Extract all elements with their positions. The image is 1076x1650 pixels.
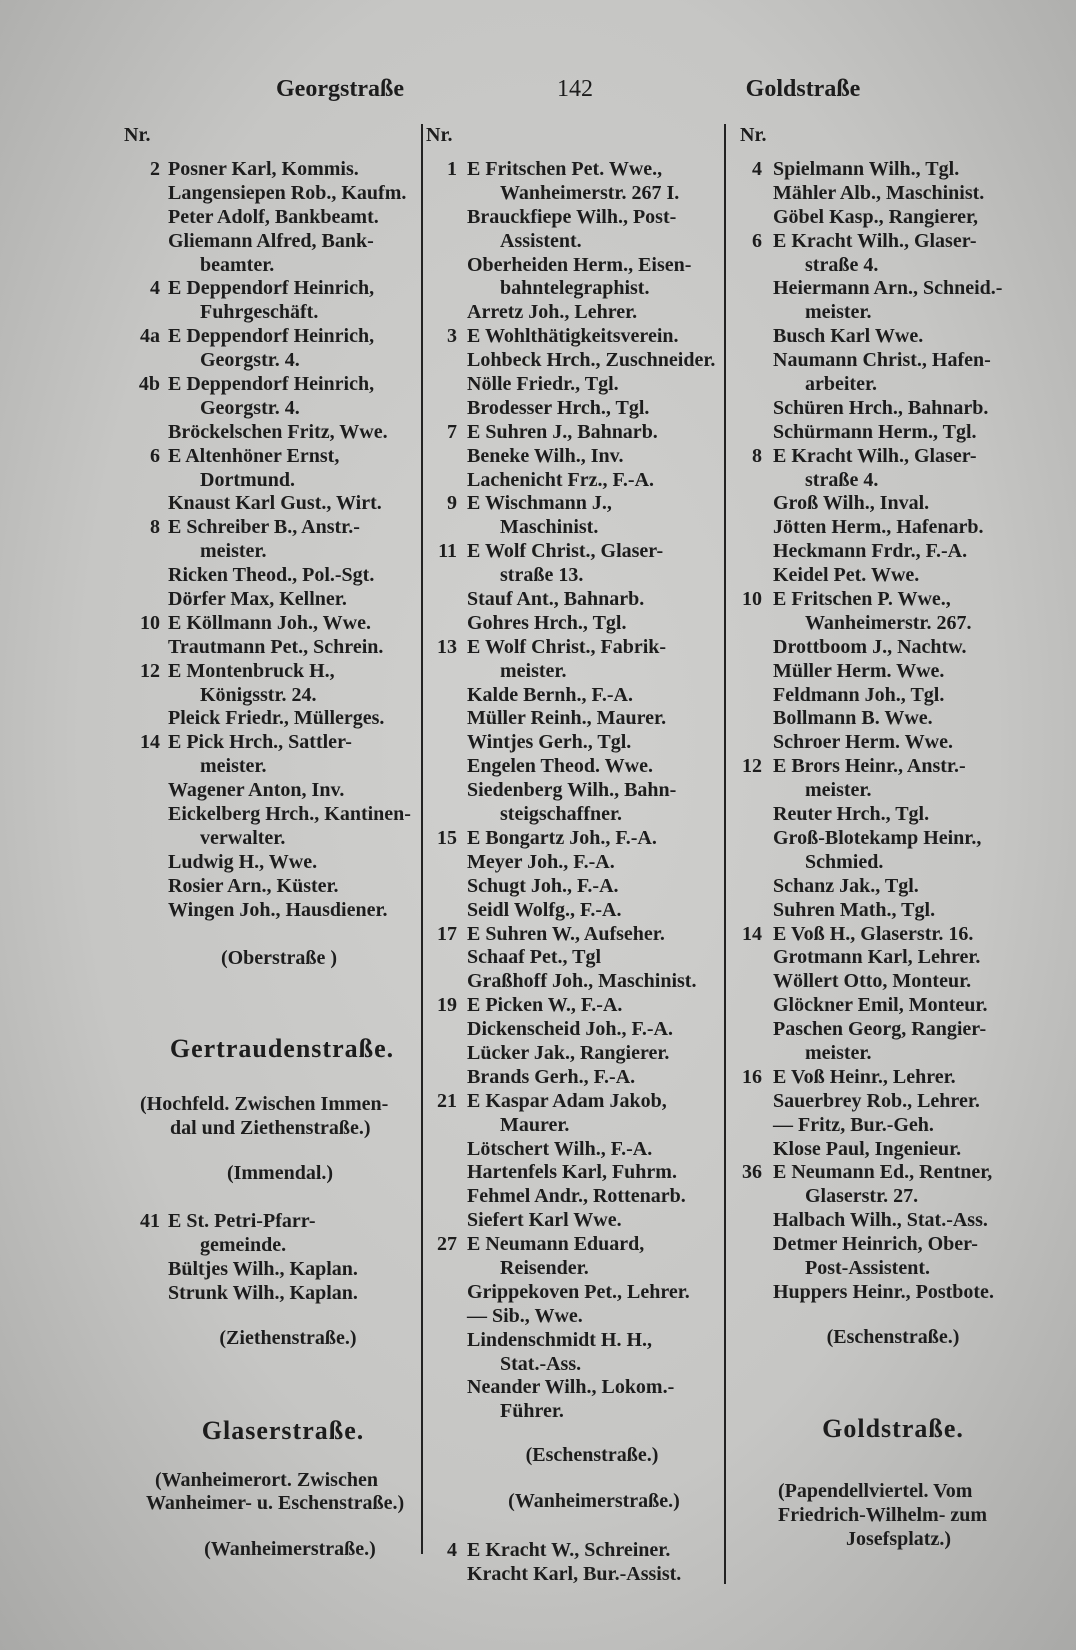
resident-text: Halbach Wilh., Stat.-Ass.	[773, 1209, 988, 1232]
resident-text: Wingen Joh., Hausdiener.	[168, 898, 388, 921]
continuation-text: gemeinde.	[200, 1233, 287, 1256]
house-number: 6	[752, 229, 762, 252]
house-number: 14	[742, 922, 762, 945]
cross-street-note: (Eschenstraße.)	[826, 1326, 960, 1348]
house-number: 36	[742, 1161, 762, 1184]
resident-text: Hartenfels Karl, Fuhrm.	[467, 1161, 677, 1184]
resident-text: Grotmann Karl, Lehrer.	[773, 946, 981, 969]
resident-text: Gliemann Alfred, Bank-	[168, 229, 374, 252]
resident-text: E St. Petri-Pfarr-	[168, 1210, 316, 1232]
continuation-text: beamter.	[200, 253, 275, 276]
resident-text: Meyer Joh., F.-A.	[467, 850, 615, 873]
resident-text: Dörfer Max, Kellner.	[168, 588, 347, 611]
continuation-text: meister.	[200, 755, 267, 778]
continuation-text: Stat.-Ass.	[500, 1352, 582, 1375]
resident-text: Reuter Hrch., Tgl.	[773, 803, 930, 826]
cross-street-note: (Wanheimerstraße.)	[204, 1538, 376, 1560]
continuation-text: Dortmund.	[200, 468, 296, 491]
resident-text: E Neumann Eduard,	[467, 1233, 645, 1256]
house-number: 13	[437, 635, 457, 658]
continuation-text: Wanheimerstr. 267.	[805, 611, 972, 634]
resident-text: Schürmann Herm., Tgl.	[773, 420, 977, 443]
resident-text: Schugt Joh., F.-A.	[467, 874, 619, 897]
house-number: 14	[140, 731, 160, 754]
resident-text: Nölle Friedr., Tgl.	[467, 373, 619, 396]
resident-text: Huppers Heinr., Postbote.	[773, 1280, 994, 1303]
resident-text: Naumann Christ., Hafen-	[773, 349, 991, 372]
resident-text: Groß-Blotekamp Heinr.,	[773, 826, 982, 849]
resident-text: Bollmann B. Wwe.	[773, 707, 933, 730]
resident-text: Oberheiden Herm., Eisen-	[467, 253, 692, 276]
house-number: 41	[140, 1210, 160, 1232]
resident-text: Rosier Arn., Küster.	[168, 874, 339, 897]
resident-text: Detmer Heinrich, Ober-	[773, 1233, 978, 1256]
resident-text: Gohres Hrch., Tgl.	[467, 611, 627, 634]
resident-text: Feldmann Joh., Tgl.	[773, 683, 945, 706]
resident-text: Stauf Ant., Bahnarb.	[467, 588, 645, 611]
resident-text: Fehmel Andr., Rottenarb.	[467, 1185, 686, 1208]
resident-text: Lindenschmidt H. H.,	[467, 1328, 653, 1351]
house-number: 8	[150, 516, 160, 539]
resident-text: E Voß H., Glaserstr. 16.	[773, 922, 974, 945]
resident-text: Glöckner Emil, Monteur.	[773, 994, 988, 1017]
resident-text: — Fritz, Bur.-Geh.	[773, 1113, 934, 1136]
resident-text: E Wolf Christ., Glaser-	[467, 540, 664, 563]
continuation-text: Maurer.	[500, 1113, 570, 1136]
house-number: 11	[438, 540, 457, 563]
continuation-text: straße 4.	[805, 253, 879, 276]
resident-text: Wagener Anton, Inv.	[168, 779, 345, 802]
resident-text: E Pick Hrch., Sattler-	[168, 731, 352, 754]
cross-street-note: (Immendal.)	[226, 1162, 334, 1184]
continuation-text: meister.	[200, 540, 267, 563]
resident-text: E Voß Heinr., Lehrer.	[773, 1065, 956, 1088]
resident-text: Eickelberg Hrch., Kantinen-	[168, 803, 411, 826]
continuation-text: Maschinist.	[500, 516, 599, 539]
resident-text: Brands Gerh., F.-A.	[467, 1065, 636, 1088]
street-description: (Wanheimerort. Zwischen	[155, 1469, 378, 1491]
resident-text: Keidel Pet. Wwe.	[773, 564, 920, 587]
continuation-text: bahntelegraphist.	[500, 277, 650, 300]
resident-text: E Brors Heinr., Anstr.-	[773, 755, 966, 778]
house-number: 16	[742, 1065, 762, 1088]
house-number: 3	[447, 325, 457, 348]
resident-text: Göbel Kasp., Rangierer,	[773, 205, 979, 228]
street-description: Josefsplatz.)	[846, 1528, 951, 1550]
page-number: 142	[557, 76, 593, 102]
resident-text: Strunk Wilh., Kaplan.	[168, 1281, 358, 1304]
resident-text: Brauckfiepe Wilh., Post-	[467, 205, 677, 228]
resident-text: Pleick Friedr., Müllerges.	[168, 707, 385, 730]
resident-text: Wintjes Gerh., Tgl.	[467, 731, 632, 754]
resident-text: Müller Reinh., Maurer.	[467, 707, 667, 730]
resident-text: Schaaf Pet., Tgl	[467, 946, 602, 969]
house-number: 10	[140, 611, 160, 634]
resident-text: Suhren Math., Tgl.	[773, 898, 936, 921]
continuation-text: Georgstr. 4.	[200, 396, 300, 419]
house-number: 6	[150, 444, 160, 467]
resident-text: Beneke Wilh., Inv.	[467, 444, 624, 467]
resident-text: Trautmann Pet., Schrein.	[168, 635, 384, 658]
resident-text: Posner Karl, Kommis.	[168, 158, 359, 180]
resident-text: E Altenhöner Ernst,	[168, 444, 340, 467]
cross-street-note: (Oberstraße )	[220, 947, 338, 969]
resident-text: E Kaspar Adam Jakob,	[467, 1089, 667, 1112]
street-description: Friedrich-Wilhelm- zum	[778, 1504, 988, 1526]
house-number: 4	[150, 277, 160, 300]
continuation-text: Reisender.	[500, 1256, 589, 1279]
resident-text: Bröckelschen Fritz, Wwe.	[168, 420, 388, 443]
nr-label-col1: Nr.	[124, 124, 151, 146]
resident-text: E Deppendorf Heinrich,	[168, 325, 375, 348]
nr-label-col3: Nr.	[740, 124, 767, 146]
resident-text: Busch Karl Wwe.	[773, 325, 924, 348]
resident-text: E Köllmann Joh., Wwe.	[168, 611, 371, 634]
house-number: 10	[742, 588, 762, 611]
street-description: (Papendellviertel. Vom	[778, 1480, 973, 1502]
resident-text: Engelen Theod. Wwe.	[467, 755, 653, 778]
resident-text: Bültjes Wilh., Kaplan.	[168, 1257, 358, 1280]
continuation-text: steigschaffner.	[500, 803, 623, 826]
house-number: 17	[437, 922, 457, 945]
street-description: (Hochfeld. Zwischen Immen-	[140, 1093, 389, 1115]
house-number: 2	[150, 158, 160, 180]
resident-text: E Schreiber B., Anstr.-	[168, 516, 360, 539]
house-number: 7	[447, 420, 457, 443]
resident-text: Müller Herm. Wwe.	[773, 659, 945, 682]
continuation-text: meister.	[805, 1041, 872, 1064]
resident-text: Klose Paul, Ingenieur.	[773, 1137, 962, 1160]
resident-text: Paschen Georg, Rangier-	[773, 1018, 987, 1041]
resident-text: Langensiepen Rob., Kaufm.	[168, 181, 407, 204]
cross-street-note: (Wanheimerstraße.)	[508, 1490, 680, 1512]
continuation-text: Wanheimerstr. 267 I.	[500, 181, 680, 204]
continuation-text: arbeiter.	[805, 373, 878, 396]
resident-text: E Kracht Wilh., Glaser-	[773, 229, 977, 252]
resident-text: Wöllert Otto, Monteur.	[773, 970, 972, 993]
resident-text: E Picken W., F.-A.	[467, 994, 623, 1017]
resident-text: E Wohlthätigkeitsverein.	[467, 325, 679, 348]
house-number: 15	[437, 826, 457, 849]
continuation-text: Glaserstr. 27.	[805, 1185, 919, 1208]
house-number: 4	[447, 1539, 457, 1561]
resident-text: Schanz Jak., Tgl.	[773, 874, 919, 897]
street-heading: Glaserstraße.	[201, 1416, 365, 1445]
house-number: 9	[447, 492, 457, 515]
running-head-left: Georgstraße	[276, 76, 404, 102]
resident-text: Kalde Bernh., F.-A.	[467, 683, 633, 706]
continuation-text: straße 13.	[500, 564, 584, 587]
house-number: 19	[437, 994, 457, 1017]
continuation-text: Georgstr. 4.	[200, 349, 300, 372]
continuation-text: Post-Assistent.	[805, 1256, 930, 1279]
house-number: 21	[437, 1089, 457, 1112]
street-heading: Gertraudenstraße.	[169, 1034, 395, 1063]
resident-text: Lötschert Wilh., F.-A.	[467, 1137, 653, 1160]
resident-text: E Wolf Christ., Fabrik-	[467, 635, 667, 658]
resident-text: Brodesser Hrch., Tgl.	[467, 396, 650, 419]
continuation-text: straße 4.	[805, 468, 879, 491]
street-description: Wanheimer- u. Eschenstraße.)	[146, 1492, 405, 1514]
resident-text: E Wischmann J.,	[467, 492, 612, 515]
resident-text: Lachenicht Frz., F.-A.	[467, 468, 655, 491]
resident-text: Knaust Karl Gust., Wirt.	[168, 492, 382, 515]
continuation-text: Schmied.	[805, 850, 884, 873]
cross-street-note: (Ziethenstraße.)	[219, 1327, 357, 1349]
house-number: 12	[742, 755, 762, 778]
resident-text: Graßhoff Joh., Maschinist.	[467, 970, 697, 993]
resident-text: Arretz Joh., Lehrer.	[467, 301, 638, 324]
resident-text: Heiermann Arn., Schneid.-	[773, 277, 1003, 300]
continuation-text: Assistent.	[500, 229, 582, 252]
resident-text: E Suhren W., Aufseher.	[467, 922, 665, 945]
resident-text: Siefert Karl Wwe.	[467, 1209, 622, 1232]
nr-label-col2: Nr.	[426, 124, 453, 146]
resident-text: Neander Wilh., Lokom.-	[467, 1376, 675, 1399]
resident-text: Mähler Alb., Maschinist.	[773, 181, 985, 204]
house-number: 27	[437, 1233, 457, 1256]
house-number: 4b	[138, 373, 160, 396]
resident-text: Ricken Theod., Pol.-Sgt.	[168, 564, 375, 587]
house-number: 12	[140, 659, 160, 682]
street-heading: Goldstraße.	[822, 1414, 964, 1443]
resident-text: Seidl Wolfg., F.-A.	[467, 898, 622, 921]
resident-text: Ludwig H., Wwe.	[168, 850, 318, 873]
resident-text: E Kracht W., Schreiner.	[467, 1539, 671, 1561]
continuation-text: meister.	[500, 659, 567, 682]
house-number: 4a	[140, 325, 160, 348]
resident-text: Heckmann Frdr., F.-A.	[773, 540, 968, 563]
resident-text: Siedenberg Wilh., Bahn-	[467, 779, 677, 802]
resident-text: E Suhren J., Bahnarb.	[467, 420, 658, 443]
resident-text: Dickenscheid Joh., F.-A.	[467, 1018, 673, 1041]
resident-text: E Kracht Wilh., Glaser-	[773, 444, 977, 467]
continuation-text: Fuhrgeschäft.	[200, 301, 319, 324]
resident-text: E Bongartz Joh., F.-A.	[467, 826, 657, 849]
resident-text: Groß Wilh., Inval.	[773, 492, 930, 515]
resident-text: Kracht Karl, Bur.-Assist.	[467, 1562, 682, 1585]
resident-text: Lücker Jak., Rangierer.	[467, 1041, 670, 1064]
continuation-text: verwalter.	[200, 826, 286, 849]
resident-text: Jötten Herm., Hafenarb.	[773, 516, 984, 539]
resident-text: Schroer Herm. Wwe.	[773, 731, 953, 754]
continuation-text: Königsstr. 24.	[200, 683, 317, 706]
running-head-right: Goldstraße	[745, 76, 861, 102]
resident-text: Spielmann Wilh., Tgl.	[773, 158, 960, 180]
resident-text: Schüren Hrch., Bahnarb.	[773, 396, 989, 419]
cross-street-note: (Eschenstraße.)	[525, 1444, 659, 1466]
continuation-text: meister.	[805, 301, 872, 324]
resident-text: E Deppendorf Heinrich,	[168, 373, 375, 396]
continuation-text: Führer.	[500, 1400, 564, 1423]
resident-text: — Sib., Wwe.	[467, 1304, 583, 1327]
resident-text: Lohbeck Hrch., Zuschneider.	[467, 349, 716, 372]
resident-text: Grippekoven Pet., Lehrer.	[467, 1280, 690, 1303]
house-number: 1	[447, 158, 457, 180]
resident-text: Drottboom J., Nachtw.	[773, 635, 967, 658]
column-divider	[724, 124, 726, 1584]
resident-text: E Neumann Ed., Rentner,	[773, 1161, 993, 1184]
house-number: 4	[752, 158, 762, 180]
resident-text: E Montenbruck H.,	[168, 659, 335, 682]
street-description: dal und Ziethenstraße.)	[170, 1117, 371, 1139]
resident-text: E Deppendorf Heinrich,	[168, 277, 375, 300]
resident-text: Sauerbrey Rob., Lehrer.	[773, 1089, 980, 1112]
resident-text: E Fritschen P. Wwe.,	[773, 588, 951, 611]
house-number: 8	[752, 444, 762, 467]
continuation-text: meister.	[805, 779, 872, 802]
resident-text: E Fritschen Pet. Wwe.,	[467, 158, 663, 180]
resident-text: Peter Adolf, Bankbeamt.	[168, 205, 379, 228]
